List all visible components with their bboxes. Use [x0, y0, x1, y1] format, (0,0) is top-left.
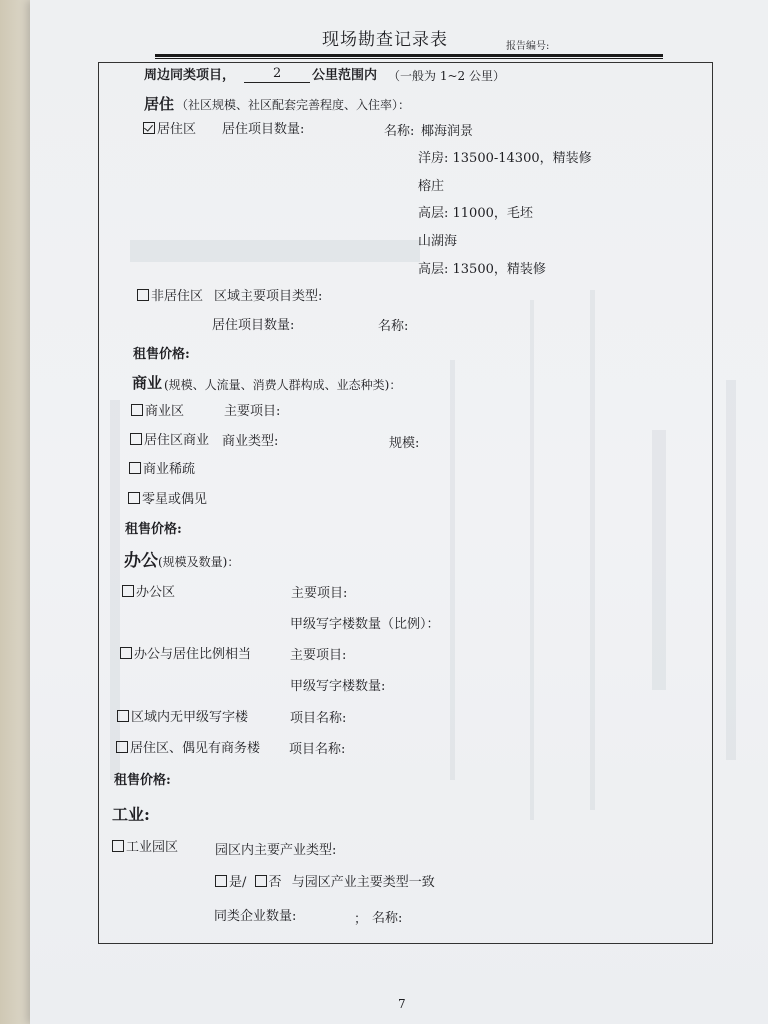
occasional-commerce-checkbox[interactable] [128, 492, 140, 504]
header-rule-thick [155, 54, 663, 57]
yes-checkbox[interactable] [215, 875, 227, 887]
office-main-project-label: 主要项目: [291, 586, 348, 601]
residential-project-4: 高层: 11000，毛坯 [418, 206, 533, 221]
report-number-label: 报告编号: [506, 41, 550, 52]
commercial-zone-checkbox[interactable] [131, 404, 143, 416]
page-title: 现场勘查记录表 [322, 30, 448, 50]
sparse-commerce-option[interactable] [129, 462, 195, 478]
intro-note: （一般为 1~2 公里） [388, 69, 505, 83]
no-grade-a-option[interactable] [117, 710, 248, 726]
distance-underline [244, 82, 310, 83]
non-residential-zone-option[interactable] [137, 289, 203, 305]
header-rule-thin [155, 58, 663, 59]
office-balanced-label: 办公与居住比例相当 [134, 647, 252, 662]
no-label: 否 [268, 875, 282, 890]
residential-count-label: 居住项目数量: [222, 122, 305, 137]
residential-count-label-2: 居住项目数量: [212, 318, 295, 333]
residential-office-checkbox[interactable] [116, 741, 128, 753]
residential-price-label: 租售价格: [133, 347, 190, 362]
consistent-label: 与园区产业主要类型一致 [291, 875, 435, 890]
distance-value[interactable]: 2 [273, 66, 282, 81]
industrial-heading: 工业: [112, 805, 150, 824]
commercial-price-label: 租售价格: [125, 522, 182, 537]
occasional-commerce-label: 零星或偶见 [142, 492, 208, 507]
residential-office-label: 居住区、偶见有商务楼 [130, 741, 261, 756]
non-residential-zone-checkbox[interactable] [137, 289, 149, 301]
industrial-park-label: 工业园区 [126, 840, 179, 855]
residential-heading-note: （社区规模、社区配套完善程度、入住率）： [176, 98, 411, 112]
residential-name-label-2: 名称: [378, 319, 409, 334]
residential-commerce-option[interactable] [130, 433, 209, 449]
intro-suffix: 公里范围内 [312, 68, 378, 83]
yes-label: 是/ [229, 875, 247, 890]
similar-enterprise-count-label: 同类企业数量: [214, 909, 297, 924]
residential-name-label: 名称: [384, 124, 415, 139]
sparse-commerce-label: 商业稀疏 [143, 462, 196, 477]
commercial-heading-note: (规模、人流量、消费人群构成、业态种类)： [164, 378, 402, 392]
office-zone-label: 办公区 [136, 585, 176, 600]
grade-a-ratio-label: 甲级写字楼数量（比例）： [290, 617, 440, 632]
residential-project-3: 榕庄 [418, 179, 445, 194]
no-grade-a-checkbox[interactable] [117, 710, 129, 722]
office-balanced-option[interactable] [120, 647, 251, 663]
area-main-type-label: 区域主要项目类型: [214, 289, 323, 304]
residential-project-6: 高层: 13500，精装修 [418, 262, 546, 277]
residential-zone-label: 居住区 [157, 122, 197, 137]
residential-zone-option[interactable] [143, 122, 196, 138]
residential-project-5: 山湖海 [418, 234, 458, 249]
industrial-park-option[interactable] [112, 840, 178, 856]
occasional-commerce-option[interactable] [128, 492, 207, 508]
no-grade-a-label: 区域内无甲级写字楼 [131, 710, 249, 725]
commercial-zone-option[interactable] [131, 404, 184, 420]
residential-project-1: 椰海润景 [421, 124, 474, 139]
commercial-heading: 商业 [132, 374, 163, 392]
industrial-park-checkbox[interactable] [112, 840, 124, 852]
no-checkbox[interactable] [255, 875, 267, 887]
sparse-commerce-checkbox[interactable] [129, 462, 141, 474]
office-heading-note: (规模及数量)： [158, 555, 240, 569]
residential-commerce-checkbox[interactable] [130, 433, 142, 445]
residential-commerce-label: 居住区商业 [144, 433, 210, 448]
page-number: 7 [398, 997, 406, 1011]
office-price-label: 租售价格: [114, 773, 171, 788]
industrial-name-label: 名称: [372, 911, 403, 926]
industrial-main-type-label: 园区内主要产业类型: [215, 843, 337, 858]
office-heading: 办公 [124, 551, 158, 571]
industrial-consistency-row [215, 875, 435, 891]
commercial-main-project-label: 主要项目: [224, 404, 281, 419]
commercial-scale-label: 规模: [389, 436, 420, 451]
residential-project-2: 洋房: 13500-14300，精装修 [418, 151, 592, 166]
commercial-type-label: 商业类型: [222, 434, 279, 449]
office-zone-option[interactable] [122, 585, 175, 601]
office-project-name-label-2: 项目名称: [289, 742, 346, 757]
residential-zone-checkbox[interactable] [143, 122, 155, 134]
office-zone-checkbox[interactable] [122, 585, 134, 597]
industrial-separator: ； [354, 912, 368, 927]
office-main-project-label-2: 主要项目: [290, 648, 347, 663]
office-project-name-label: 项目名称: [290, 711, 347, 726]
residential-office-option[interactable] [116, 741, 260, 757]
commercial-zone-label: 商业区 [145, 404, 185, 419]
grade-a-count-label: 甲级写字楼数量: [290, 679, 386, 694]
intro-prefix: 周边同类项目， [144, 68, 236, 83]
residential-heading: 居住 [144, 95, 175, 113]
office-balanced-checkbox[interactable] [120, 647, 132, 659]
non-residential-zone-label: 非居住区 [151, 289, 204, 304]
